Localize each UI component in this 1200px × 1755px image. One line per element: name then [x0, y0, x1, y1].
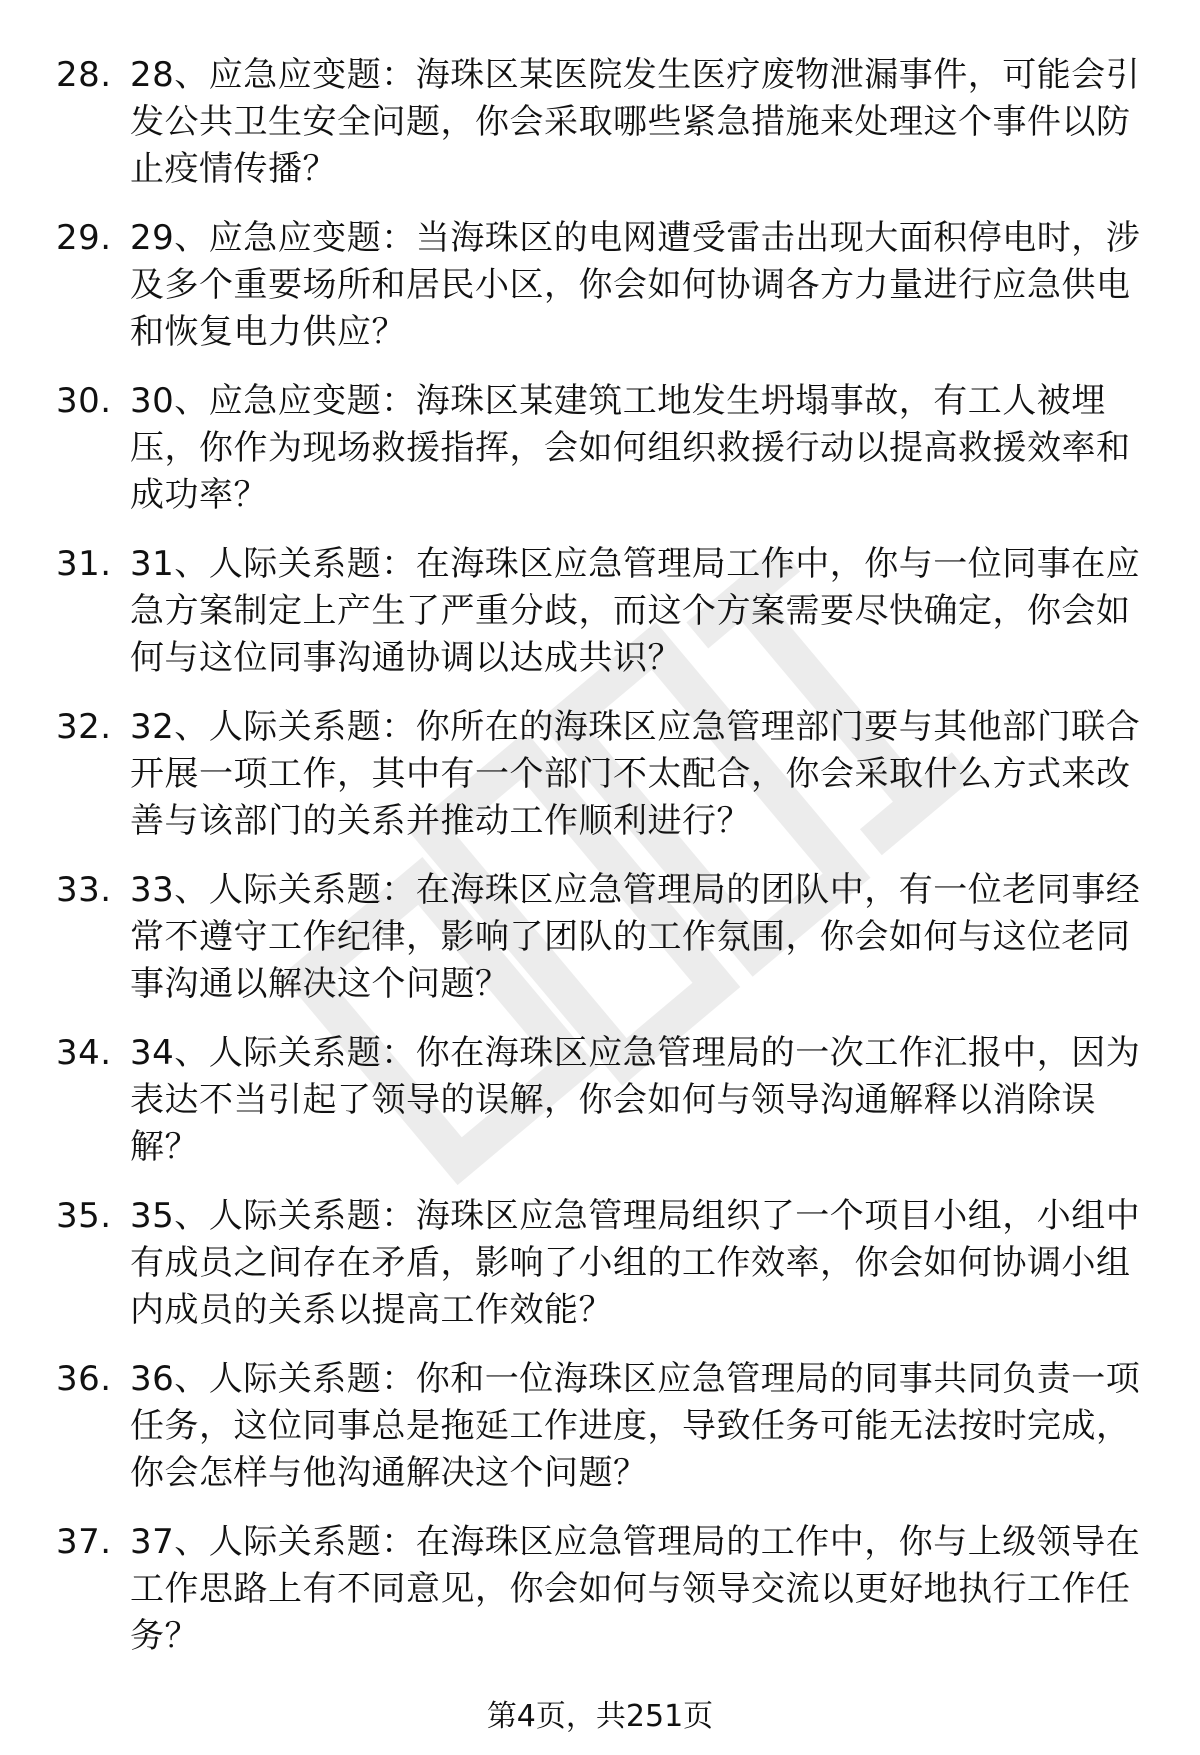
question-number: 34. [56, 1033, 112, 1073]
question-text: 33、人际关系题：在海珠区应急管理局的团队中，有一位老同事经常不遵守工作纪律，影响了团队的工作氛围，你会如何与这位老同事沟通以解决这个问题？ [130, 870, 1141, 1004]
question-item-28 [56, 52, 1146, 193]
question-item-31 [56, 541, 1146, 682]
question-text: 34、人际关系题：你在海珠区应急管理局的一次工作汇报中，因为表达不当引起了领导的误解，你会如何与领导沟通解释以消除误解？ [130, 1033, 1141, 1167]
question-number: 37. [56, 1522, 112, 1562]
question-text: 28、应急应变题：海珠区某医院发生医疗废物泄漏事件，可能会引发公共卫生安全问题，你会采取哪些紧急措施来处理这个事件以防止疫情传播？ [130, 55, 1141, 189]
question-number: 32. [56, 707, 112, 747]
question-list [56, 52, 1146, 1682]
question-text: 32、人际关系题：你所在的海珠区应急管理部门要与其他部门联合开展一项工作，其中有一个部门不太配合，你会采取什么方式来改善与该部门的关系并推动工作顺利进行？ [130, 707, 1141, 841]
question-item-35 [56, 1193, 1146, 1334]
question-text: 35、人际关系题：海珠区应急管理局组织了一个项目小组，小组中有成员之间存在矛盾，影响了小组的工作效率，你会如何协调小组内成员的关系以提高工作效能？ [130, 1196, 1141, 1330]
question-number: 28. [56, 55, 112, 95]
question-number: 31. [56, 544, 112, 584]
question-text: 29、应急应变题：当海珠区的电网遭受雷击出现大面积停电时，涉及多个重要场所和居民小区，你会如何协调各方力量进行应急供电和恢复电力供应？ [130, 218, 1141, 352]
page-indicator: 第4页，共251页 [486, 1699, 714, 1734]
question-text: 30、应急应变题：海珠区某建筑工地发生坍塌事故，有工人被埋压，你作为现场救援指挥，会如何组织救援行动以提高救援效率和成功率？ [130, 381, 1131, 515]
question-item-33 [56, 867, 1146, 1008]
question-text: 31、人际关系题：在海珠区应急管理局工作中，你与一位同事在应急方案制定上产生了严重分歧，而这个方案需要尽快确定，你会如何与这位同事沟通协调以达成共识？ [130, 544, 1141, 678]
question-number: 35. [56, 1196, 112, 1236]
question-item-30 [56, 378, 1146, 519]
question-item-29 [56, 215, 1146, 356]
question-number: 30. [56, 381, 112, 421]
question-item-37 [56, 1519, 1146, 1660]
question-item-32 [56, 704, 1146, 845]
question-text: 37、人际关系题：在海珠区应急管理局的工作中，你与上级领导在工作思路上有不同意见，你会如何与领导交流以更好地执行工作任务？ [130, 1522, 1141, 1656]
question-number: 33. [56, 870, 112, 910]
question-item-36 [56, 1356, 1146, 1497]
question-text: 36、人际关系题：你和一位海珠区应急管理局的同事共同负责一项任务，这位同事总是拖延工作进度，导致任务可能无法按时完成，你会怎样与他沟通解决这个问题？ [130, 1359, 1141, 1493]
question-item-34 [56, 1030, 1146, 1171]
question-number: 36. [56, 1359, 112, 1399]
question-number: 29. [56, 218, 112, 258]
